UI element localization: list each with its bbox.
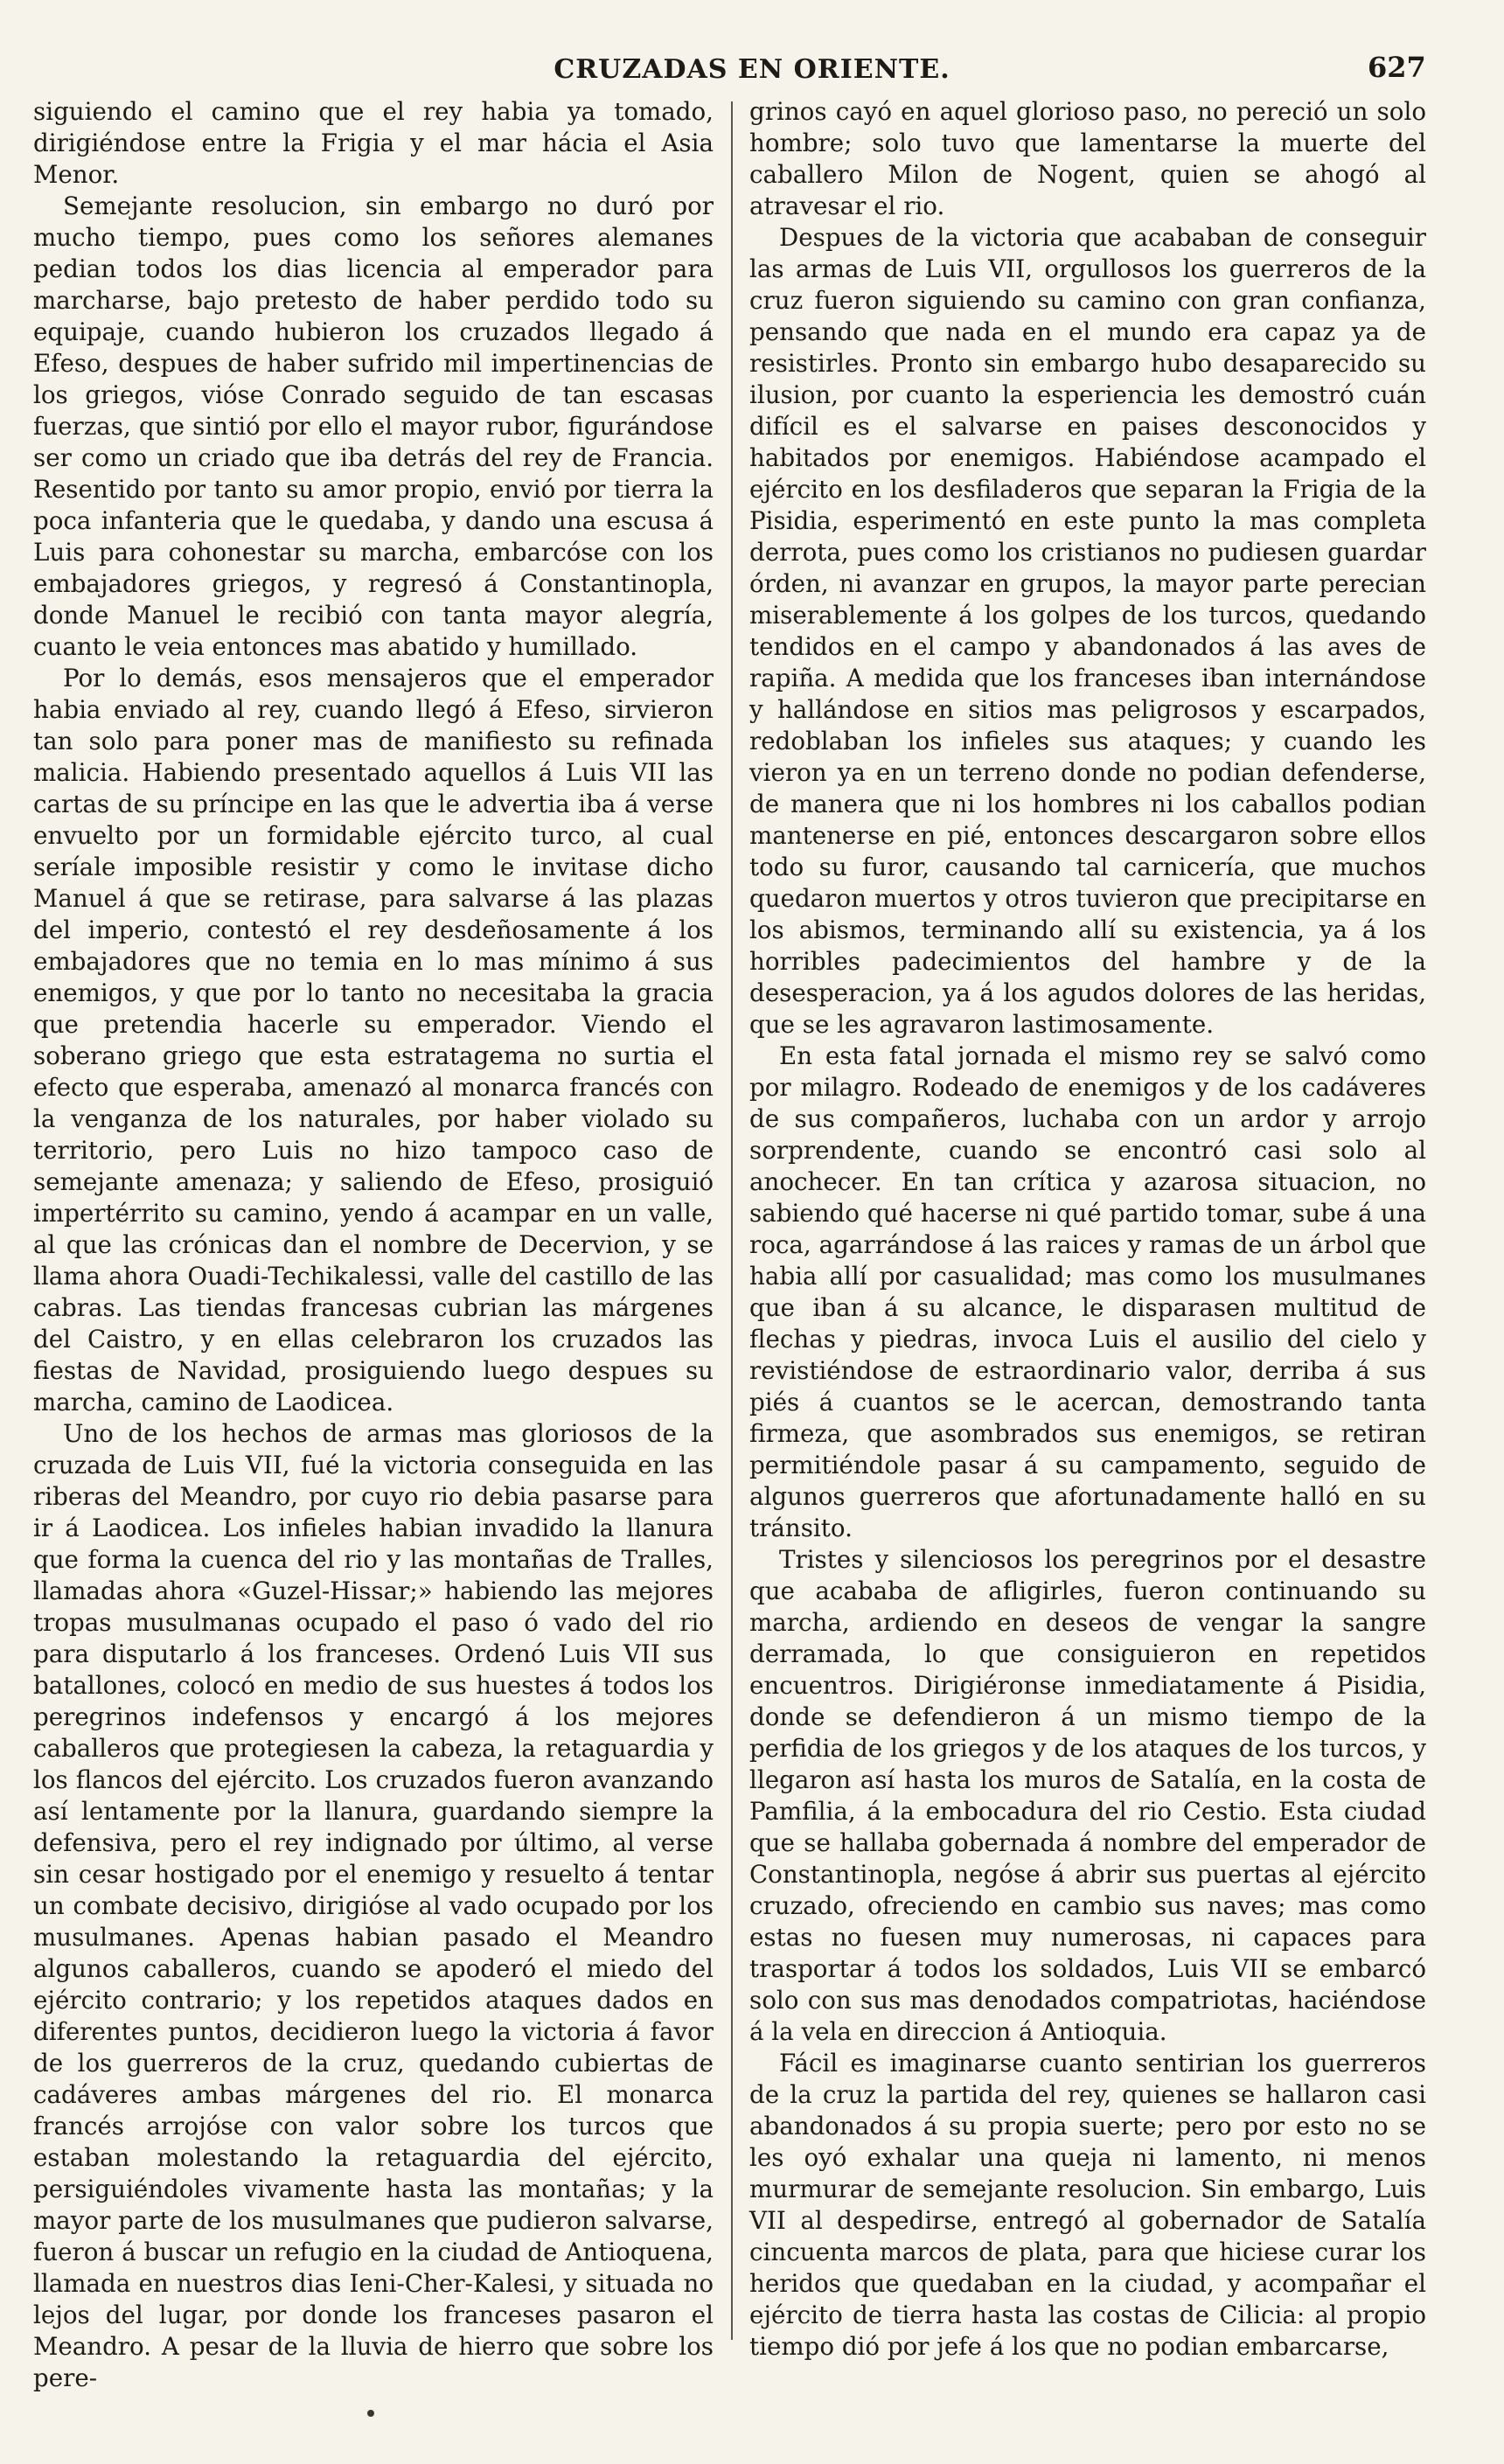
paragraph: Semejante resolucion, sin embargo no duró por mucho tiempo, pues como los señores alemanes pedian todos los dias licencia al emperador para marcharse, bajo pretesto de haber perdido todo su equipaje, cuando hubieron los cruzados llegado á Efeso, despues de haber sufrido mil impertinencias de los griegos, vióse Conrado seguido de tan escasas fuerzas, que sintió por ello el mayor rubor, figurándose ser como un criado que iba detrás del rey de Francia. Resentido por tanto su amor propio, envió por tierra la poca infanteria que le quedaba, y dando una escusa á Luis para cohonestar su marcha, embarcóse con los embajadores griegos, y regresó á Constantinopla, donde Manuel le recibió con tanta mayor alegría, cuanto le veia entonces mas abatido y humillado. (33, 191, 714, 661)
paragraph: Fácil es imaginarse cuanto sentirian los guerreros de la cruz la partida del rey, quienes se hallaron casi abandonados á su propia suerte; pero por esto no se les oyó exhalar una queja ni lamento, ni menos murmurar de semejante resolucion. Sin embargo, Luis VII al despedirse, entregó al gobernador de Satalía cincuenta marcos de plata, para que hiciese curar los heridos que quedaban en la ciudad, y acompañar el ejército de tierra hasta las costas de Cilicia: al propio tiempo dió por jefe á los que no podian embarcarse, (749, 2049, 1426, 2361)
paragraph: Despues de la victoria que acababan de conseguir las armas de Luis VII, orgullosos los guerreros de la cruz fueron siguiendo su camino con gran confianza, pensando que nada en el mundo era capaz ya de resistirles. Pronto sin embargo hubo desaparecido su ilusion, por cuanto la esperiencia les demostró cuán difícil es el salvarse en paises desconocidos y habitados por enemigos. Habiéndose acampado el ejército en los desfiladeros que separan la Frigia de la Pisidia, esperimentó en este punto la mas completa derrota, pues como los cristianos no pudiesen guardar órden, ni avanzar en grupos, la mayor parte perecian miserablemente á los golpes de los turcos, quedando tendidos en el campo y abandonados á las aves de rapiña. A medida que los franceses iban internándose y hallándose en sitios mas peligrosos y escarpados, redoblaban los infieles sus ataques; y cuando les vieron ya en un terreno donde no podian defenderse, de manera que ni los hombres ni los caballos podian mantenerse en pié, entonces descargaron sobre ellos todo su furor, causando tal carnicería, que muchos quedaron muertos y otros tuvieron que precipitarse en los abismos, terminando allí su existencia, ya á los horribles padecimientos del hambre y de la desesperacion, ya á los agudos dolores de las heridas, que se les agravaron lastimosamente. (749, 223, 1426, 1039)
paragraph: En esta fatal jornada el mismo rey se salvó como por milagro. Rodeado de enemigos y de los cadáveres de sus compañeros, luchaba con un ardor y arrojo sorprendente, cuando se encontró casi solo al anochecer. En tan crítica y azarosa situacion, no sabiendo qué hacerse ni qué partido tomar, sube á una roca, agarrándose á las raices y ramas de un árbol que habia allí por casualidad; mas como los musulmanes que iban á su alcance, le disparasen multitud de flechas y piedras, invoca Luis el ausilio del cielo y revistiéndose de estraordinario valor, derriba á sus piés á cuantos se le acercan, demostrando tanta firmeza, que asombrados sus enemigos, se retiran permitiéndole pasar á su campamento, seguido de algunos guerreros que afortunadamente halló en su tránsito. (749, 1041, 1426, 1542)
paragraph: siguiendo el camino que el rey habia ya tomado, dirigiéndose entre la Frigia y el mar hácia el Asia Menor. (33, 97, 714, 189)
running-title: CRUZADAS EN ORIENTE. (554, 54, 950, 85)
paragraph: grinos cayó en aquel glorioso paso, no pereció un solo hombre; solo tuvo que lamentarse la muerte del caballero Milon de Nogent, quien se ahogó al atravesar el rio. (749, 97, 1426, 220)
ink-dot (367, 2410, 374, 2417)
column-divider (731, 101, 733, 2340)
paragraph: Tristes y silenciosos los peregrinos por el desastre que acababa de afligirles, fueron continuando su marcha, ardiendo en deseos de vengar la sangre derramada, lo que consiguieron en repetidos encuentros. Dirigiéronse inmediatamente á Pisidia, donde se defendieron á un mismo tiempo de la perfidia de los griegos y de los ataques de los turcos, y llegaron así hasta los muros de Satalía, en la costa de Pamfilia, á la embocadura del rio Cestio. Esta ciudad que se hallaba gobernada á nombre del emperador de Constantinopla, negóse á abrir sus puertas al ejército cruzado, ofreciendo en cambio sus naves; mas como estas no fuesen muy numerosas, ni capaces para trasportar á todos los soldados, Luis VII se embarcó solo con sus mas denodados compatriotas, haciéndose á la vela en direccion á Antioquia. (749, 1545, 1426, 2046)
paragraph: Por lo demás, esos mensajeros que el emperador habia enviado al rey, cuando llegó á Efeso, sirvieron tan solo para poner mas de manifiesto su refinada malicia. Habiendo presentado aquellos á Luis VII las cartas de su príncipe en las que le advertia iba á verse envuelto por un formidable ejército turco, al cual seríale imposible resistir y como le invitase dicho Manuel á que se retirase, para salvarse á las plazas del imperio, contestó el rey desdeñosamente á los embajadores que no temia en lo mas mínimo á sus enemigos, y que por lo tanto no necesitaba la gracia que pretendia hacerle su emperador. Viendo el soberano griego que esta estratagema no surtia el efecto que esperaba, amenazó al monarca francés con la venganza de los naturales, por haber violado su territorio, pero Luis no hizo tampoco caso de semejante amenaza; y saliendo de Efeso, prosiguió impertérrito su camino, yendo á acampar en un valle, al que las crónicas dan el nombre de Decervion, y se llama ahora Ouadi-Techikalessi, valle del castillo de las cabras. Las tiendas francesas cubrian las márgenes del Caistro, y en ellas celebraron los cruzados las fiestas de Navidad, prosiguiendo luego despues su marcha, camino de Laodicea. (33, 664, 714, 1416)
left-column (33, 96, 714, 2394)
page-number: 627 (1368, 51, 1426, 84)
paragraph: Uno de los hechos de armas mas gloriosos de la cruzada de Luis VII, fué la victoria conseguida en las riberas del Meandro, por cuyo rio debia pasarse para ir á Laodicea. Los infieles habian invadido la llanura que forma la cuenca del rio y las montañas de Tralles, llamadas ahora «Guzel-Hissar;» habiendo las mejores tropas musulmanas ocupado el paso ó vado del rio para disputarlo á los franceses. Ordenó Luis VII sus batallones, colocó en medio de sus huestes á todos los peregrinos indefensos y encargó á los mejores caballeros que protegiesen la cabeza, la retaguardia y los flancos del ejército. Los cruzados fueron avanzando así lentamente por la llanura, guardando siempre la defensiva, pero el rey indignado por último, al verse sin cesar hostigado por el enemigo y resuelto á tentar un combate decisivo, dirigióse al vado ocupado por los musulmanes. Apenas habian pasado el Meandro algunos caballeros, cuando se apoderó el miedo del ejército contrario; y los repetidos ataques dados en diferentes puntos, decidieron luego la victoria á favor de los guerreros de la cruz, quedando cubiertas de cadáveres ambas márgenes del rio. El monarca francés arrojóse con valor sobre los turcos que estaban molestando la retaguardia del ejército, persiguiéndoles vivamente hasta las montañas; y la mayor parte de los musulmanes que pudieron salvarse, fueron á buscar un refugio en la ciudad de Antioquena, llamada en nuestros dias Ieni-Cher-Kalesi, y situada no lejos del lugar, por donde los franceses pasaron el Meandro. A pesar de la lluvia de hierro que sobre los pere- (33, 1419, 714, 2392)
right-column (749, 96, 1426, 2363)
